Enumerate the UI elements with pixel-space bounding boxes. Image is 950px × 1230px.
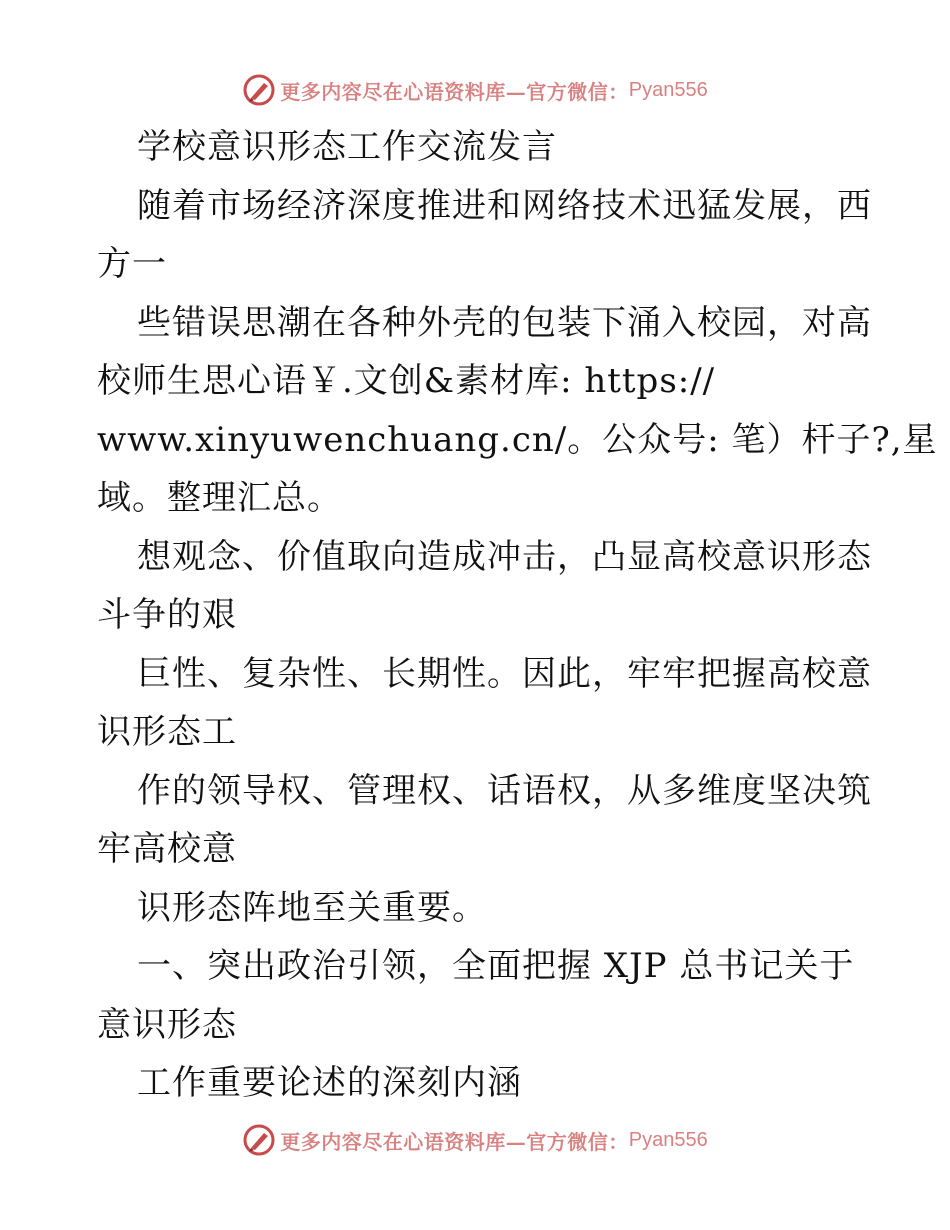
pen-circle-logo-icon bbox=[242, 1123, 276, 1157]
footer-banner bbox=[0, 1120, 950, 1160]
text-line: 随着市场经济深度推进和网络技术迅猛发展，西 bbox=[137, 185, 872, 226]
text-line: 意识形态 bbox=[97, 1004, 237, 1045]
text-line: 作的领导权、管理权、话语权，从多维度坚决筑 bbox=[137, 770, 872, 811]
text-line: 识形态阵地至关重要。 bbox=[137, 887, 487, 928]
text-line: 巨性、复杂性、长期性。因此，牢牢把握高校意 bbox=[137, 653, 872, 694]
text-line: 学校意识形态工作交流发言 bbox=[137, 127, 557, 167]
text-line: 工作重要论述的深刻内涵 bbox=[137, 1063, 522, 1103]
text-line: 想观念、价值取向造成冲击，凸显高校意识形态 bbox=[137, 536, 872, 577]
header-banner bbox=[0, 70, 950, 110]
text-line: 一、突出政治引领，全面把握 XJP 总书记关于 bbox=[137, 946, 855, 986]
banner-wechat-id: Pyan556 bbox=[628, 1128, 708, 1151]
text-line: www.xinyuwenchuang.cn/。公众号: 笔）杆子?,星 bbox=[97, 419, 938, 460]
text-line: 域。整理汇总。 bbox=[97, 478, 342, 518]
document-body bbox=[97, 118, 938, 1113]
banner-wechat-label: 官方微信： bbox=[526, 1129, 629, 1154]
pen-circle-logo-icon bbox=[242, 73, 276, 107]
text-line: 牢高校意 bbox=[97, 829, 237, 869]
text-line: 识形态工 bbox=[97, 712, 237, 752]
text-line: 校师生思心语￥.文创&素材库: https:// bbox=[97, 361, 716, 401]
text-line: 些错误思潮在各种外壳的包装下涌入校园，对高 bbox=[137, 302, 872, 343]
text-line: 方一 bbox=[97, 244, 167, 284]
text-line: 斗争的艰 bbox=[97, 595, 237, 635]
banner-text: 更多内容尽在心语资料库— bbox=[280, 1129, 527, 1154]
banner-wechat-id: Pyan556 bbox=[628, 78, 708, 101]
banner-text: 更多内容尽在心语资料库— bbox=[280, 79, 527, 104]
banner-wechat-label: 官方微信： bbox=[526, 79, 629, 104]
